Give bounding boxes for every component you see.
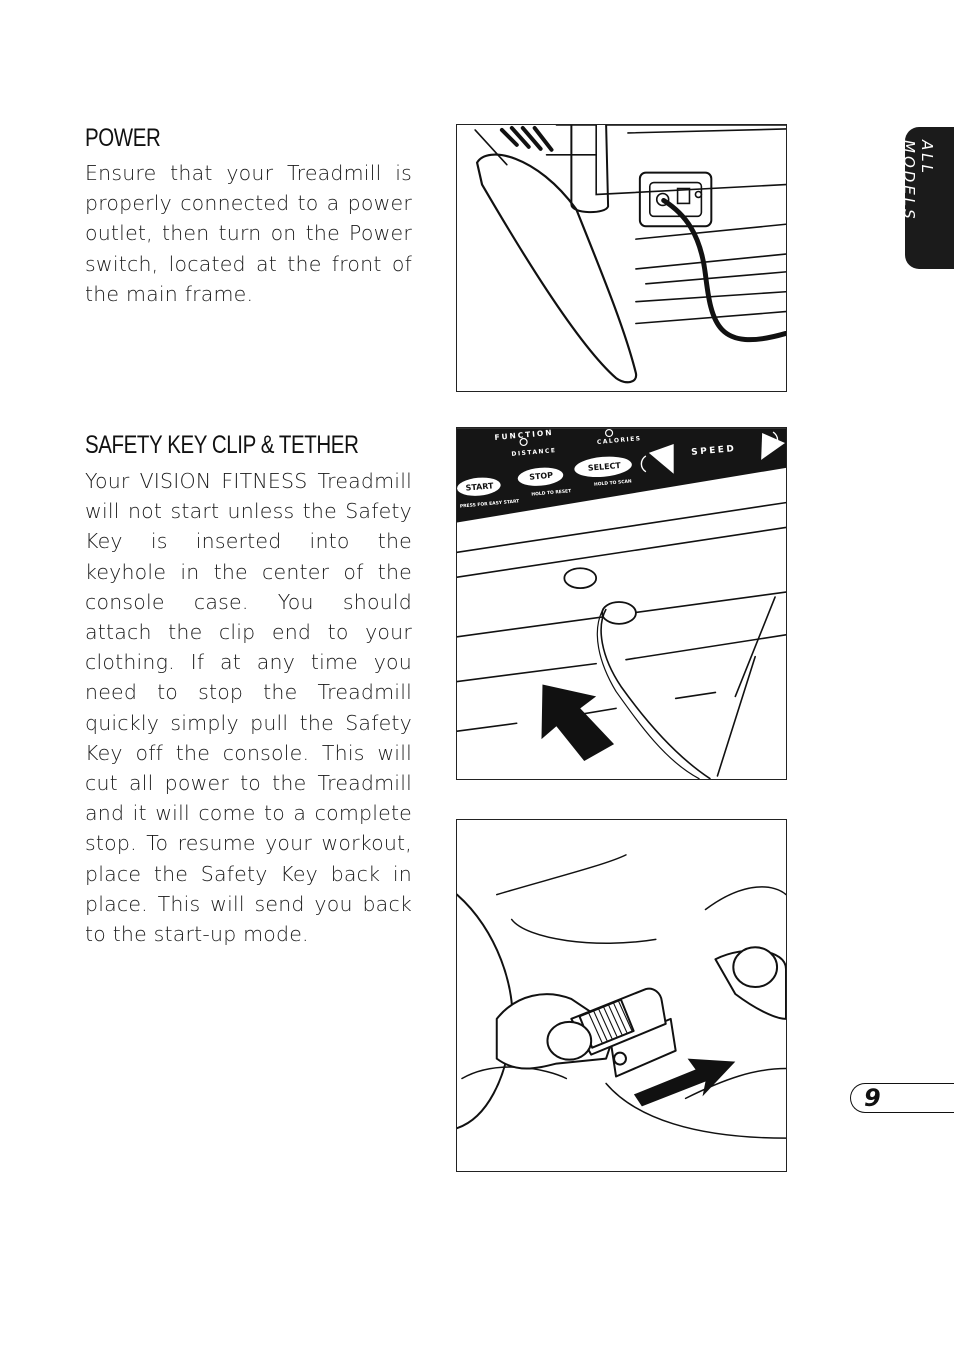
power-paragraph: Ensure that your Treadmill is properly connected to a power outlet, then turn on the Power switch, located at the front of the main frame.	[85, 161, 412, 306]
console-stop-label: STOP	[528, 470, 554, 482]
console-start-label: START	[465, 481, 494, 493]
console-start-subtext: PRESS FOR EASY START	[459, 499, 520, 510]
safety-key-console-illustration	[456, 427, 787, 780]
console-function-label: FUNCTION	[494, 428, 554, 442]
console-speed-label: SPEED	[690, 444, 737, 458]
safety-clip-illustration	[456, 819, 787, 1172]
console-distance-label: DISTANCE	[511, 446, 557, 458]
side-tab-label: ALL MODELS	[900, 140, 936, 222]
power-heading: POWER	[85, 124, 161, 152]
console-calories-label: CALORIES	[596, 435, 642, 446]
console-drawing	[457, 428, 786, 779]
power-switch-illustration	[456, 124, 787, 392]
page-number: 9	[864, 1084, 881, 1112]
console-select-label: SELECT	[587, 460, 622, 473]
console-select-subtext: HOLD TO SCAN	[593, 479, 632, 488]
safety-key-heading: SAFETY KEY CLIP & TETHER	[85, 431, 359, 459]
console-stop-subtext: HOLD TO RESET	[531, 489, 572, 498]
power-switch-drawing	[457, 125, 786, 391]
clip-drawing	[457, 820, 786, 1171]
safety-key-paragraph: Your VISION FITNESS Treadmill will not start unless the Safety Key is inserted into the keyhole in the center of the console case. You should attach the clip end to your clothing. If at any time you need to stop the Treadmill quickly simply pull the Safety Key off the console. This will cut all power to the Treadmill and it will come to a complete stop. To resume your workout, place the Safety Key back in place. This will send you back to the start-up mode.	[85, 469, 412, 947]
